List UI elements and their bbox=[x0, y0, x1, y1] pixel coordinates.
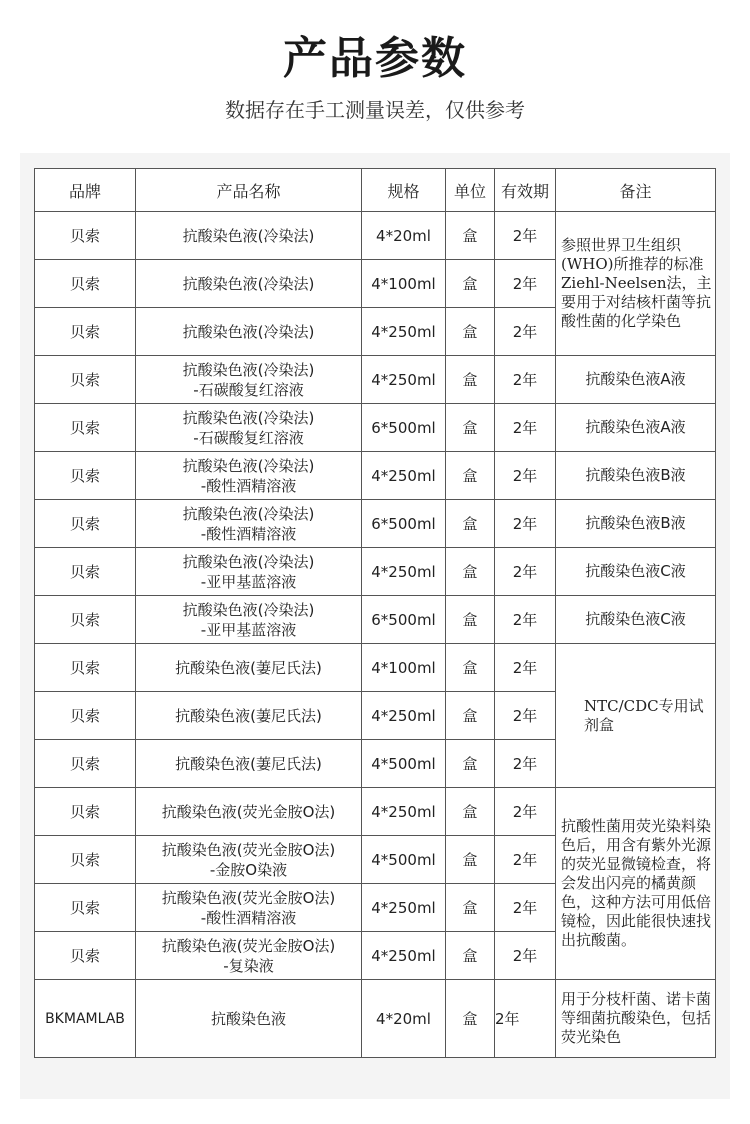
table-row bbox=[35, 596, 716, 644]
product-spec-table bbox=[34, 168, 716, 1058]
brand-cell: 贝索 bbox=[35, 740, 136, 788]
product-name-cell: 抗酸染色液(冷染法) -酸性酒精溶液 bbox=[136, 500, 362, 548]
remark-cell: 抗酸染色液A液 bbox=[556, 404, 716, 452]
validity-cell: 2年 bbox=[495, 788, 556, 836]
product-name-cell: 抗酸染色液(萋尼氏法) bbox=[136, 692, 362, 740]
unit-cell: 盒 bbox=[446, 692, 495, 740]
validity-cell: 2年 bbox=[495, 692, 556, 740]
table-row bbox=[35, 548, 716, 596]
page-subtitle: 数据存在手工测量误差，仅供参考 bbox=[225, 98, 525, 122]
remark-cell-fluor: 抗酸性菌用荧光染料染色后，用含有紫外光源的荧光显微镜检查，将会发出闪亮的橘黄颜色，这种方法可用低倍镜检，因此能很快速找出抗酸菌。 bbox=[556, 788, 716, 980]
product-name-cell: 抗酸染色液(冷染法) -石碳酸复红溶液 bbox=[136, 356, 362, 404]
product-name-cell: 抗酸染色液(冷染法) bbox=[136, 212, 362, 260]
validity-cell: 2年 bbox=[495, 644, 556, 692]
product-name-cell: 抗酸染色液(冷染法) bbox=[136, 308, 362, 356]
product-name-cell: 抗酸染色液(萋尼氏法) bbox=[136, 644, 362, 692]
spec-cell: 4*250ml bbox=[362, 932, 446, 980]
table-header-row bbox=[35, 169, 716, 212]
product-name-cell: 抗酸染色液(冷染法) bbox=[136, 260, 362, 308]
product-name-cell: 抗酸染色液(冷染法) -亚甲基蓝溶液 bbox=[136, 548, 362, 596]
col-remark: 备注 bbox=[556, 169, 716, 212]
remark-cell: 抗酸染色液C液 bbox=[556, 596, 716, 644]
table-row bbox=[35, 500, 716, 548]
spec-cell: 4*250ml bbox=[362, 356, 446, 404]
brand-cell: 贝索 bbox=[35, 356, 136, 404]
remark-cell: 用于分枝杆菌、诺卡菌等细菌抗酸染色，包括荧光染色 bbox=[556, 980, 716, 1058]
brand-cell: 贝索 bbox=[35, 404, 136, 452]
validity-cell: 2年 bbox=[495, 932, 556, 980]
spec-cell: 4*250ml bbox=[362, 692, 446, 740]
product-name-cell: 抗酸染色液(冷染法) -亚甲基蓝溶液 bbox=[136, 596, 362, 644]
brand-cell: 贝索 bbox=[35, 644, 136, 692]
spec-cell: 4*250ml bbox=[362, 788, 446, 836]
brand-cell: 贝索 bbox=[35, 308, 136, 356]
spec-cell: 4*20ml bbox=[362, 980, 446, 1058]
brand-cell: 贝索 bbox=[35, 260, 136, 308]
remark-cell: 抗酸染色液B液 bbox=[556, 500, 716, 548]
spec-cell: 4*250ml bbox=[362, 452, 446, 500]
spec-cell: 4*250ml bbox=[362, 548, 446, 596]
spec-cell: 6*500ml bbox=[362, 596, 446, 644]
unit-cell: 盒 bbox=[446, 308, 495, 356]
remark-cell: 抗酸染色液C液 bbox=[556, 548, 716, 596]
col-spec: 规格 bbox=[362, 169, 446, 212]
validity-cell: 2年 bbox=[495, 884, 556, 932]
table-row bbox=[35, 980, 716, 1058]
validity-cell: 2年 bbox=[495, 260, 556, 308]
spec-cell: 4*100ml bbox=[362, 260, 446, 308]
col-product-name: 产品名称 bbox=[136, 169, 362, 212]
page-title: 产品参数 bbox=[283, 33, 467, 84]
unit-cell: 盒 bbox=[446, 356, 495, 404]
brand-cell: 贝索 bbox=[35, 836, 136, 884]
remark-cell: 抗酸染色液B液 bbox=[556, 452, 716, 500]
brand-cell: 贝索 bbox=[35, 596, 136, 644]
unit-cell: 盒 bbox=[446, 644, 495, 692]
validity-cell: 2年 bbox=[495, 404, 556, 452]
validity-cell: 2年 bbox=[495, 500, 556, 548]
validity-cell: 2年 bbox=[495, 596, 556, 644]
validity-cell: 2年 bbox=[495, 740, 556, 788]
validity-cell: 2年 bbox=[495, 356, 556, 404]
unit-cell: 盒 bbox=[446, 980, 495, 1058]
validity-cell: 2年 bbox=[495, 452, 556, 500]
spec-cell: 6*500ml bbox=[362, 500, 446, 548]
unit-cell: 盒 bbox=[446, 500, 495, 548]
table-row bbox=[35, 212, 716, 260]
product-name-cell: 抗酸染色液(荧光金胺O法) bbox=[136, 788, 362, 836]
validity-cell: 2年 bbox=[495, 308, 556, 356]
unit-cell: 盒 bbox=[446, 788, 495, 836]
table-row bbox=[35, 788, 716, 836]
remark-cell-who: 参照世界卫生组织(WHO)所推荐的标准Ziehl-Neelsen法，主要用于对结核杆菌等抗酸性菌的化学染色 bbox=[556, 212, 716, 356]
unit-cell: 盒 bbox=[446, 260, 495, 308]
spec-cell: 4*500ml bbox=[362, 836, 446, 884]
table-row bbox=[35, 356, 716, 404]
unit-cell: 盒 bbox=[446, 212, 495, 260]
brand-cell: 贝索 bbox=[35, 692, 136, 740]
spec-cell: 4*20ml bbox=[362, 212, 446, 260]
product-name-cell: 抗酸染色液(荧光金胺O法) -复染液 bbox=[136, 932, 362, 980]
brand-cell: 贝索 bbox=[35, 548, 136, 596]
product-name-cell: 抗酸染色液(冷染法) -石碳酸复红溶液 bbox=[136, 404, 362, 452]
spec-cell: 6*500ml bbox=[362, 404, 446, 452]
brand-cell: 贝索 bbox=[35, 212, 136, 260]
col-validity: 有效期 bbox=[495, 169, 556, 212]
unit-cell: 盒 bbox=[446, 932, 495, 980]
unit-cell: 盒 bbox=[446, 836, 495, 884]
unit-cell: 盒 bbox=[446, 884, 495, 932]
spec-cell: 4*250ml bbox=[362, 308, 446, 356]
unit-cell: 盒 bbox=[446, 452, 495, 500]
product-name-cell: 抗酸染色液(荧光金胺O法) -酸性酒精溶液 bbox=[136, 884, 362, 932]
table-row bbox=[35, 452, 716, 500]
table-row bbox=[35, 404, 716, 452]
remark-cell-ntc: NTC/CDC专用试剂盒 bbox=[556, 644, 716, 788]
unit-cell: 盒 bbox=[446, 596, 495, 644]
brand-cell: BKMAMLAB bbox=[35, 980, 136, 1058]
col-unit: 单位 bbox=[446, 169, 495, 212]
unit-cell: 盒 bbox=[446, 548, 495, 596]
col-brand: 品牌 bbox=[35, 169, 136, 212]
product-name-cell: 抗酸染色液(荧光金胺O法) -金胺O染液 bbox=[136, 836, 362, 884]
validity-cell: 2年 bbox=[495, 980, 556, 1058]
product-name-cell: 抗酸染色液(冷染法) -酸性酒精溶液 bbox=[136, 452, 362, 500]
spec-cell: 4*100ml bbox=[362, 644, 446, 692]
unit-cell: 盒 bbox=[446, 740, 495, 788]
brand-cell: 贝索 bbox=[35, 884, 136, 932]
brand-cell: 贝索 bbox=[35, 788, 136, 836]
validity-cell: 2年 bbox=[495, 836, 556, 884]
remark-cell: 抗酸染色液A液 bbox=[556, 356, 716, 404]
table-row bbox=[35, 644, 716, 692]
brand-cell: 贝索 bbox=[35, 500, 136, 548]
brand-cell: 贝索 bbox=[35, 452, 136, 500]
spec-cell: 4*250ml bbox=[362, 884, 446, 932]
validity-cell: 2年 bbox=[495, 212, 556, 260]
spec-cell: 4*500ml bbox=[362, 740, 446, 788]
brand-cell: 贝索 bbox=[35, 932, 136, 980]
validity-cell: 2年 bbox=[495, 548, 556, 596]
unit-cell: 盒 bbox=[446, 404, 495, 452]
product-name-cell: 抗酸染色液 bbox=[136, 980, 362, 1058]
product-name-cell: 抗酸染色液(萋尼氏法) bbox=[136, 740, 362, 788]
